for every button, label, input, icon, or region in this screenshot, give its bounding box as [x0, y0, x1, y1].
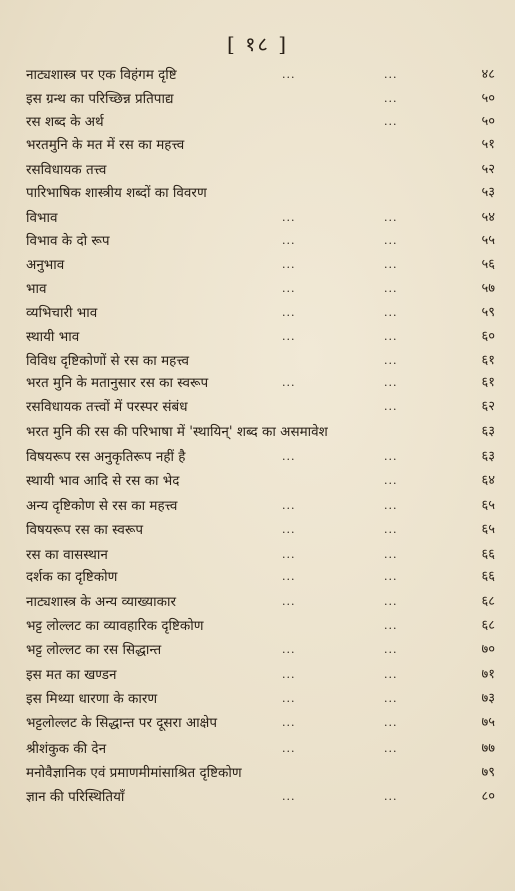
toc-entry-title: इस मत का खण्डन	[26, 667, 117, 683]
toc-entry-title: इस ग्रन्थ का परिच्छिन्न प्रतिपाद्य	[26, 91, 174, 107]
leader-dots: ...	[384, 523, 398, 536]
toc-entry	[0, 421, 515, 443]
leader-dots: ...	[282, 282, 296, 295]
toc-entry-title: भरत मुनि के मतानुसार रस का स्वरूप	[26, 375, 209, 391]
toc-entry-title: विषयरूप रस अनुकृतिरूप नहीं है	[26, 449, 186, 465]
toc-entry-title: विभाव के दो रूप	[26, 233, 110, 249]
toc-entry-page: ६२	[481, 399, 495, 414]
toc-entry	[0, 182, 515, 204]
toc-entry	[0, 639, 515, 661]
toc-entry-page: ६१	[481, 353, 495, 368]
toc-entry-title: भट्ट लोल्लट का रस सिद्धान्त	[26, 642, 162, 658]
toc-entry-title: विषयरूप रस का स्वरूप	[26, 522, 144, 538]
toc-entry	[0, 786, 515, 808]
toc-entry	[0, 111, 515, 133]
toc-entry-page: ५०	[481, 114, 495, 129]
leader-dots: ...	[384, 499, 398, 512]
leader-dots: ...	[384, 330, 398, 343]
leader-dots: ...	[282, 595, 296, 608]
toc-entry-page: ५१	[481, 137, 495, 152]
leader-dots: ...	[282, 211, 296, 224]
toc-entry	[0, 762, 515, 784]
toc-entry-page: ७३	[481, 691, 495, 706]
toc-entry-title: श्रीशंकुक की देन	[26, 741, 107, 757]
toc-entry-page: ६३	[481, 449, 495, 464]
toc-entry-title: अन्य दृष्टिकोण से रस का महत्त्व	[26, 498, 178, 514]
toc-entry	[0, 688, 515, 710]
leader-dots: ...	[282, 450, 296, 463]
leader-dots: ...	[384, 692, 398, 705]
toc-entry-page: ७९	[481, 765, 495, 780]
toc-entry-page: ६३	[481, 424, 495, 439]
toc-entry-page: ७७	[481, 741, 495, 756]
toc-entry	[0, 134, 515, 156]
toc-entry	[0, 350, 515, 372]
toc-entry-page: ६१	[481, 375, 495, 390]
leader-dots: ...	[384, 716, 398, 729]
toc-entry-page: ५५	[481, 233, 495, 248]
leader-dots: ...	[282, 643, 296, 656]
toc-entry-title: नाट्यशास्त्र पर एक विहंगम दृष्टि	[26, 67, 177, 83]
leader-dots: ...	[282, 692, 296, 705]
leader-dots: ...	[384, 211, 398, 224]
toc-entry-page: ४८	[481, 67, 495, 82]
toc-entry	[0, 302, 515, 324]
toc-entry-title: नाट्यशास्त्र के अन्य व्याख्याकार	[26, 594, 176, 610]
toc-entry-page: ७५	[481, 715, 495, 730]
toc-entry	[0, 88, 515, 110]
toc-entry	[0, 712, 515, 734]
toc-entry-title: विभाव	[26, 210, 58, 226]
leader-dots: ...	[282, 258, 296, 271]
toc-entry-title: स्थायी भाव आदि से रस का भेद	[26, 473, 180, 489]
leader-dots: ...	[384, 92, 398, 105]
toc-entry-page: ८०	[481, 789, 495, 804]
toc-entry-page: ५३	[481, 185, 495, 200]
page-number-header: [ १८ ]	[226, 32, 289, 56]
toc-entry-page: ५४	[481, 210, 495, 225]
toc-entry-page: ६५	[481, 522, 495, 537]
toc-entry-title: अनुभाव	[26, 257, 65, 273]
toc-entry	[0, 664, 515, 686]
toc-entry-page: ६५	[481, 498, 495, 513]
toc-entry	[0, 470, 515, 492]
toc-entry-title: रस शब्द के अर्थ	[26, 114, 104, 130]
toc-entry-page: ६८	[481, 618, 495, 633]
toc-entry-title: दर्शक का दृष्टिकोण	[26, 569, 118, 585]
leader-dots: ...	[384, 742, 398, 755]
toc-entry-page: ७१	[481, 667, 495, 682]
leader-dots: ...	[384, 306, 398, 319]
leader-dots: ...	[384, 595, 398, 608]
toc-entry-page: ५९	[481, 305, 495, 320]
leader-dots: ...	[282, 306, 296, 319]
toc-entry	[0, 396, 515, 418]
toc-entry	[0, 519, 515, 541]
leader-dots: ...	[384, 570, 398, 583]
leader-dots: ...	[384, 450, 398, 463]
leader-dots: ...	[384, 790, 398, 803]
toc-entry-title: रस का वासस्थान	[26, 547, 108, 563]
toc-entry-title: रसविधायक तत्त्व	[26, 162, 107, 178]
toc-entry-page: ६४	[481, 473, 495, 488]
leader-dots: ...	[282, 548, 296, 561]
toc-entry	[0, 495, 515, 517]
leader-dots: ...	[282, 790, 296, 803]
toc-entry-title: भरतमुनि के मत में रस का महत्त्व	[26, 137, 185, 153]
toc-entry	[0, 254, 515, 276]
leader-dots: ...	[384, 376, 398, 389]
toc-entry-page: ६६	[481, 569, 495, 584]
toc-entry	[0, 566, 515, 588]
leader-dots: ...	[384, 354, 398, 367]
toc-entry-title: पारिभाषिक शास्त्रीय शब्दों का विवरण	[26, 185, 207, 201]
toc-entry-title: भट्ट लोल्लट का व्यावहारिक दृष्टिकोण	[26, 618, 204, 634]
leader-dots: ...	[384, 643, 398, 656]
leader-dots: ...	[384, 234, 398, 247]
leader-dots: ...	[282, 68, 296, 81]
toc-entry-page: ६८	[481, 594, 495, 609]
leader-dots: ...	[282, 570, 296, 583]
toc-entry	[0, 446, 515, 468]
toc-entry-title: भरत मुनि की रस की परिभाषा में 'स्थायिन्' शब्द का असमावेश	[26, 424, 328, 440]
toc-entry	[0, 207, 515, 229]
leader-dots: ...	[384, 619, 398, 632]
leader-dots: ...	[384, 474, 398, 487]
leader-dots: ...	[384, 115, 398, 128]
toc-entry	[0, 591, 515, 613]
leader-dots: ...	[282, 523, 296, 536]
toc-entry	[0, 326, 515, 348]
toc-entry-title: विविध दृष्टिकोणों से रस का महत्त्व	[26, 353, 190, 369]
leader-dots: ...	[282, 716, 296, 729]
leader-dots: ...	[384, 400, 398, 413]
toc-entry-title: रसविधायक तत्त्वों में परस्पर संबंध	[26, 399, 188, 415]
leader-dots: ...	[282, 376, 296, 389]
toc-entry-page: ५७	[481, 281, 495, 296]
leader-dots: ...	[384, 258, 398, 271]
toc-entry-title: मनोवैज्ञानिक एवं प्रमाणमीमांसाश्रित दृष्टिकोण	[26, 765, 242, 781]
toc-entry-page: ५६	[481, 257, 495, 272]
leader-dots: ...	[282, 499, 296, 512]
toc-entry-page: ६६	[481, 547, 495, 562]
toc-entry-title: भाव	[26, 281, 47, 297]
toc-entry-title: इस मिथ्या धारणा के कारण	[26, 691, 158, 707]
toc-entry	[0, 278, 515, 300]
toc-entry	[0, 372, 515, 394]
leader-dots: ...	[384, 282, 398, 295]
toc-entry-title: भट्टलोल्लट के सिद्धान्त पर दूसरा आक्षेप	[26, 715, 218, 731]
leader-dots: ...	[282, 668, 296, 681]
leader-dots: ...	[282, 742, 296, 755]
leader-dots: ...	[384, 548, 398, 561]
leader-dots: ...	[282, 234, 296, 247]
toc-entry-page: ७०	[481, 642, 495, 657]
toc-entry-title: स्थायी भाव	[26, 329, 80, 345]
toc-entry	[0, 230, 515, 252]
toc-entry-title: व्यभिचारी भाव	[26, 305, 98, 321]
toc-entry	[0, 159, 515, 181]
toc-entry	[0, 738, 515, 760]
toc-entry	[0, 615, 515, 637]
leader-dots: ...	[282, 330, 296, 343]
leader-dots: ...	[384, 668, 398, 681]
leader-dots: ...	[384, 68, 398, 81]
toc-entry	[0, 544, 515, 566]
toc-entry-page: ५२	[481, 162, 495, 177]
toc-entry-page: ६०	[481, 329, 495, 344]
toc-entry-page: ५०	[481, 91, 495, 106]
toc-entry-title: ज्ञान की परिस्थितियाँ	[26, 789, 125, 805]
toc-entry	[0, 64, 515, 86]
